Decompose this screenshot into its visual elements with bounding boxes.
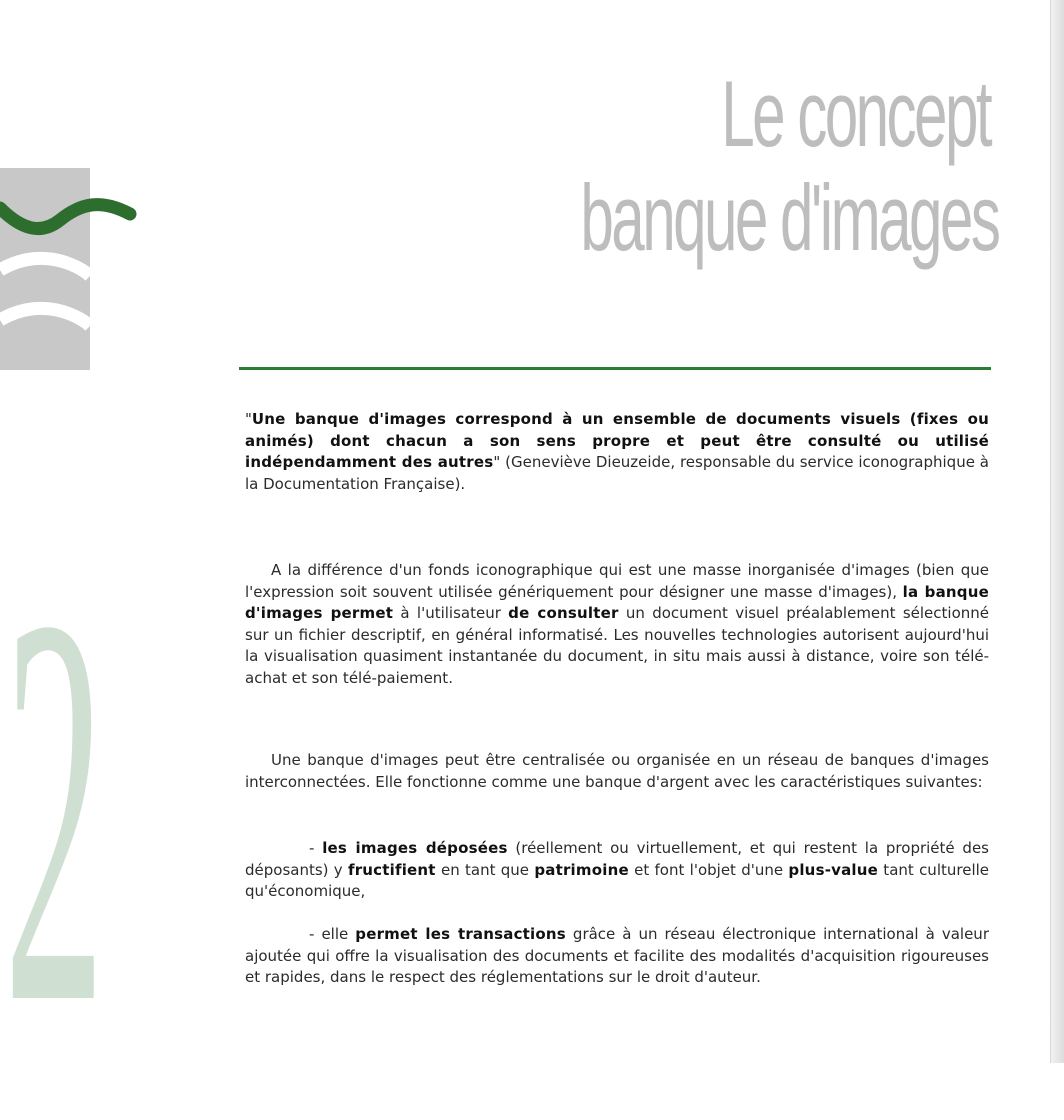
title-line-2: banque d'images xyxy=(580,165,999,270)
text-run: tant culturelle qu'économique, xyxy=(245,860,990,901)
title-line-1: Le concept xyxy=(721,61,990,166)
text-run: - xyxy=(309,839,323,857)
text-run: Une banque d'images peut être centralisée ou organisée en un réseau de banques d'images interconnectées. Elle fonctionne comme une banque d'argent avec les caractéristiques suivantes: xyxy=(245,751,989,791)
page-title xyxy=(580,61,999,270)
list-item-transactions xyxy=(245,924,989,989)
bold-run: fructifient xyxy=(347,860,436,879)
text-run: et font l'objet d'une xyxy=(628,860,789,879)
quote-attribution: (Geneviève Dieuzeide, responsable du service iconographique à la Documentation Française). xyxy=(245,453,989,493)
network-paragraph xyxy=(245,750,989,793)
text-run: grâce à un réseau électronique international à valeur ajoutée qui offre la visualisation des documents et facilite des modalités d'acquisition rigoureuses et rapides, dans le respect des réglementations sur le droit d'auteur. xyxy=(245,925,989,987)
section-divider xyxy=(239,367,991,370)
text-run: en tant que xyxy=(435,860,535,879)
bold-run: les images déposées xyxy=(322,839,508,857)
list-item-images xyxy=(245,838,989,903)
text-run: A la différence d'un fonds iconographique qui est une masse inorganisée d'images (bien que l'expression soit souvent utilisée génériquement pour désigner une masse d'images), xyxy=(245,561,989,601)
chapter-number: 2 xyxy=(4,500,105,1120)
close-quote: " xyxy=(493,453,501,472)
open-quote: " xyxy=(245,410,252,428)
text-run: (réellement ou virtuellement, et qui restent la propriété des déposants) y xyxy=(245,839,989,879)
difference-paragraph xyxy=(245,560,989,690)
bold-run: plus-value xyxy=(788,860,879,879)
text-run: à l'utilisateur xyxy=(393,604,509,623)
definition-quote: Une banque d'images correspond à un ensemble de documents visuels (fixes ou animés) dont chacun a son sens propre et peut être consulté ou utilisé indépendamment des autres xyxy=(245,410,989,472)
bold-run: permet les transactions xyxy=(355,925,566,943)
bold-run: la banque d'images permet xyxy=(245,582,989,623)
page-edge-shadow xyxy=(1050,0,1064,1063)
bold-run: de consulter xyxy=(508,604,619,623)
definition-paragraph xyxy=(245,409,989,495)
bold-run: patrimoine xyxy=(534,860,629,879)
text-run: - elle xyxy=(309,925,356,943)
wave-emblem-icon xyxy=(0,168,140,370)
text-run: un document visuel préalablement sélectionné sur un fichier descriptif, en général informatisé. Les nouvelles technologies autorisent aujourd'hui la visualisation quasiment instantanée du document, in situ mais aussi à distance, voire son télé-achat et son télé-paiement. xyxy=(245,604,989,687)
